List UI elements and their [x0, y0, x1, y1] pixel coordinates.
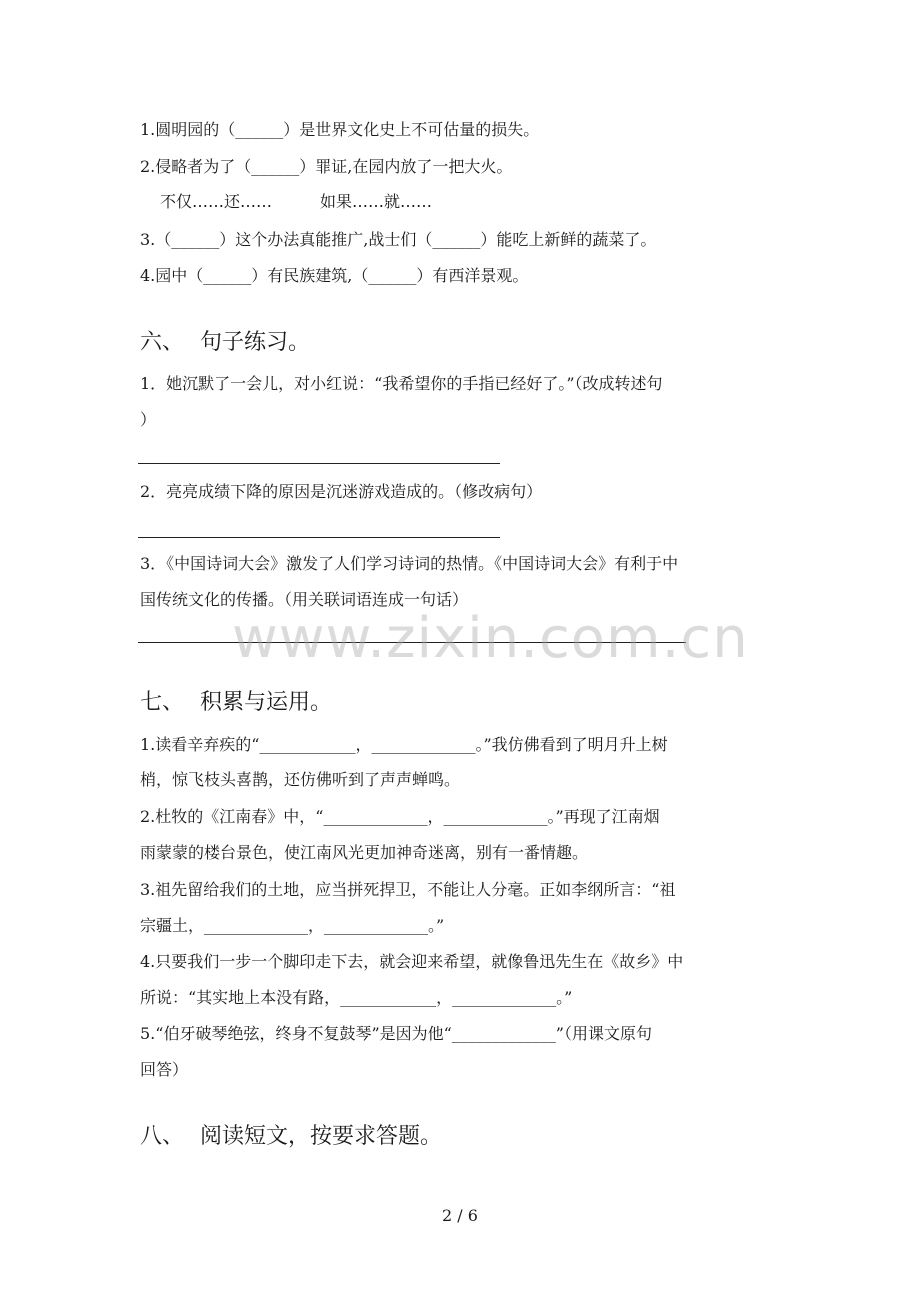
s6-question-3-line-2: 国传统文化的传播。（用关联词语连成一句话） [140, 590, 469, 609]
section-8-title: 阅读短文，按要求答题。 [200, 1124, 443, 1149]
s6-question-2: 2．亮亮成绩下降的原因是沉迷游戏造成的。（修改病句） [140, 482, 543, 501]
s7-question-3-line-2: 宗疆土，_____________，_____________。” [140, 916, 445, 935]
section-6-heading [140, 330, 310, 356]
section-7-title: 积累与运用。 [200, 690, 333, 715]
s7-question-4-line-1: 4.只要我们一步一个脚印走下去，就会迎来希望，就像鲁迅先生在《故乡》中 [140, 952, 684, 971]
s6-question-1-line-1: 1．她沉默了一会儿，对小红说：“我希望你的手指已经好了。”（改成转述句 [140, 374, 663, 393]
s7-question-3-line-1: 3.祖先留给我们的土地，应当拼死捍卫，不能让人分毫。正如李纲所言：“祖 [140, 880, 676, 899]
fill-question-3: 3.（______）这个办法真能推广,战士们（______）能吃上新鲜的蔬菜了。 [140, 230, 657, 249]
section-7-number: 七、 [140, 690, 185, 715]
section-8-number: 八、 [140, 1124, 185, 1149]
page-number: 2 / 6 [442, 1206, 478, 1225]
s7-question-2-line-2: 雨蒙蒙的楼台景色，使江南风光更加神奇迷离，别有一番情趣。 [140, 843, 589, 862]
section-6-title: 句子练习。 [200, 330, 311, 355]
answer-line-1 [138, 463, 500, 464]
s7-question-5-line-1: 5.“伯牙破琴绝弦，终身不复鼓琴”是因为他“_____________”（用课文原句 [140, 1024, 652, 1043]
s7-question-2-line-1: 2.杜牧的《江南春》中，“_____________，_____________。”再现了江南烟 [140, 807, 660, 826]
s7-question-1-line-2: 梢，惊飞枝头喜鹊，还仿佛听到了声声蝉鸣。 [140, 770, 461, 789]
watermark: www.zixin.com.cn [232, 606, 749, 671]
fill-question-4: 4.园中（______）有民族建筑,（______）有西洋景观。 [140, 266, 529, 285]
fill-question-1: 1.圆明园的（______）是世界文化史上不可估量的损失。 [140, 120, 540, 139]
section-8-heading [140, 1124, 442, 1150]
section-6-number: 六、 [140, 330, 185, 355]
s6-question-1-line-2: ） [140, 410, 157, 429]
s7-question-5-line-2: 回答） [140, 1060, 189, 1079]
fill-question-2: 2.侵略者为了（______）罪证,在园内放了一把大火。 [140, 157, 513, 176]
s7-question-4-line-2: 所说：“其实地上本没有路，____________，_____________。” [140, 988, 573, 1007]
s7-question-1-line-1: 1.读看辛弃疾的“____________，_____________。”我仿佛看到了明月升上树 [140, 735, 668, 754]
s6-question-3-line-1: 3．《中国诗词大会》激发了人们学习诗词的热情。《中国诗词大会》有利于中 [140, 554, 679, 573]
conjunction-options: 不仅……还…… 如果……就…… [160, 192, 433, 211]
answer-line-2 [138, 537, 500, 538]
section-7-heading [140, 690, 332, 716]
